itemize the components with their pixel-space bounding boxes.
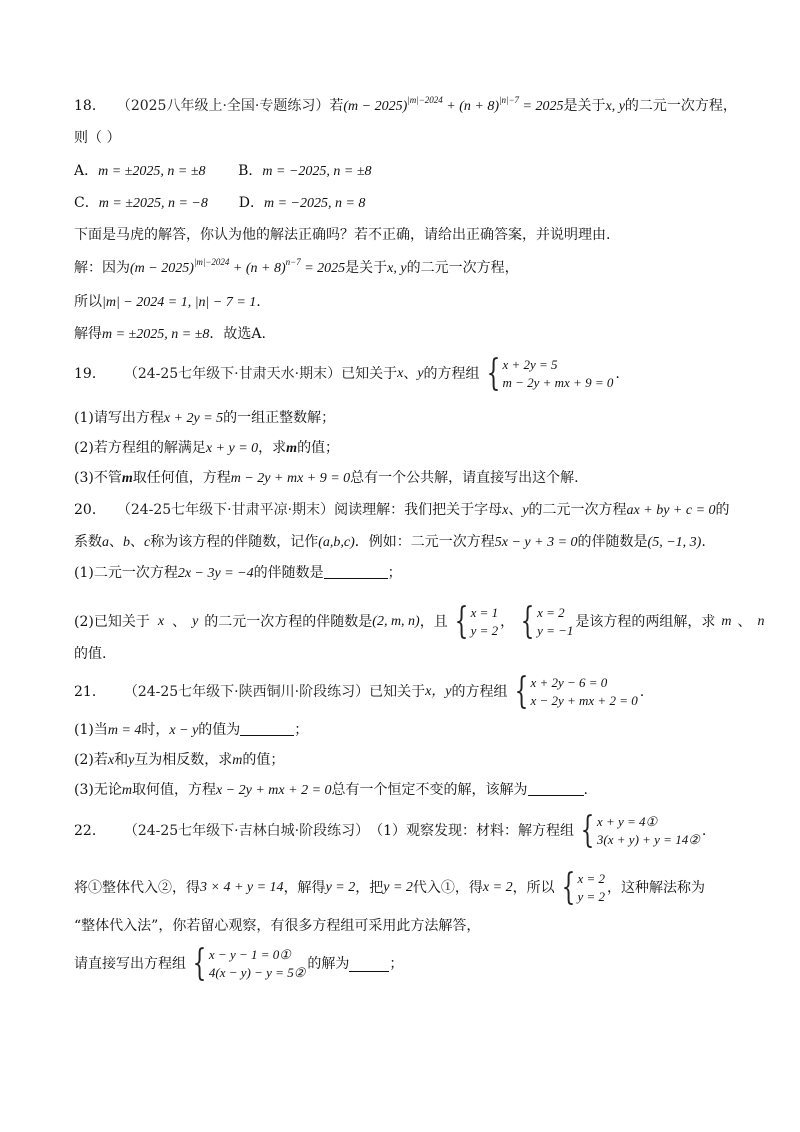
text: 的二元一次方程， [624,98,737,114]
q21-part1: (1)当m = 4时，x − y的值为 ； [74,722,309,738]
q18-stem-cont: 则（ ） [74,130,121,146]
question-source: （24-25七年级下·陕西铜川·阶段练习） [123,684,370,700]
option-a-label: A． [74,163,99,179]
q18-stem [74,96,740,117]
q22-explain-cont: “整体代入法”，你若留心观察，有很多方程组可采用此方法解答， [74,918,481,934]
question-source: （24-25七年级下·甘肃天水·期末） [123,366,342,382]
q22-part1: 请直接写出方程组 { x − y − 1 = 0① 4(x − y) − y = 5② 的解为 ； [74,943,404,984]
q19-stem: 19． （24-25七年级下·甘肃天水·期末） 已知关于 x 、 y 的方程组 { x + 2y = 5 m − 2y + mx + 9 = 0 . [74,353,620,394]
question-number: 19． [74,366,106,382]
option-d: m = −2025, n = 8 [263,196,366,211]
q20-stem: 20． （24-25七年级下·甘肃平凉·期末）阅读理解：我们把关于字母x、y的二元一次方程ax + by + c = 0的 [74,502,730,518]
q18-intro: 下面是马虎的解答，你认为他的解法正确吗？若不正确，请给出正确答案，并说明理由. [74,227,611,243]
q21-stem: 21． （24-25七年级下·陕西铜川·阶段练习） 已知关于 x，y 的方程组 { x + 2y − 6 = 0 x − 2y + mx + 2 = 0 . [74,671,645,712]
text: 若 [329,98,344,114]
answer-blank[interactable] [324,564,388,579]
q20-stem-cont: 系数a、b、c称为该方程的伴随数，记作(a,b,c)．例如：二元一次方程5x − y + 3 = 0的伴随数是(5, −1, 3). [74,534,706,550]
answer-blank[interactable] [528,781,584,796]
option-c: m = ±2025, n = −8 [98,196,208,211]
variable: x, y [605,99,625,114]
q19-part1: (1)请写出方程x + 2y = 5的一组正整数解； [74,410,336,426]
option-d-label: D． [238,195,264,211]
option-a: m = ±2025, n = ±8 [98,164,206,179]
equation-system: { x + 2y = 5 m − 2y + mx + 9 = 0 [486,353,614,394]
question-number: 21． [74,684,106,700]
equation-system: { x + y = 4① 3(x + y) + y = 14② [580,810,700,851]
q19-part2: (2)若方程组的解满足x + y = 0，求m的值； [74,440,340,456]
option-b: m = −2025, n = ±8 [262,164,372,179]
equation-system: { x − y − 1 = 0① 4(x − y) − y = 5② [192,943,306,984]
q21-part3: (3)无论m取何值，方程x − 2y + mx + 2 = 0总有一个恒定不变的解，该解为 . [74,782,588,798]
q22-explain: 将①整体代入②，得 3 × 4 + y = 14 ，解得 y = 2 ，把 y = 2 代入①，得 x = 2 ，所以 { x = 2 y = 2 ，这种解法称为 [74,867,706,908]
q18-solution: 解：因为$(m - 2025)^{|m|-2024} + (n + 8)^{n-7} = 2025$是关于x, y的二元一次方程， [74,257,519,276]
option-c-label: C． [74,195,99,211]
solution-system-1: { x = 1 y = 2 [454,601,499,642]
q19-part3: (3)不管m取任何值，方程m − 2y + mx + 9 = 0总有一个公共解，请直接写出这个解. [74,470,579,486]
equation-system: { x + 2y − 6 = 0 x − 2y + mx + 2 = 0 [514,671,638,712]
q20-part2: (2)已知关于 x 、 y 的二元一次方程的伴随数是 (2, m, n) ，且 { x = 1 y = 2 ， { x = 2 y = −1 是该方程的两组解，求 m 、 n [74,601,765,642]
option-b-label: B． [238,163,263,179]
answer-blank[interactable] [349,957,389,972]
q21-part2: (2)若x和y互为相反数，求m的值； [74,752,285,768]
q18-therefore: 所以|m| − 2024 = 1, |n| − 7 = 1. [74,294,261,310]
question-source: （24-25七年级下·吉林白城·阶段练习） [123,823,370,839]
question-number: 20． [74,502,106,518]
equation: $(m - 2025)^{|m|-2024} + (n + 8)^{|n|-7} = 2025$ [343,95,564,114]
q20-part1: (1)二元一次方程2x − 3y = −4的伴随数是 ； [74,565,402,581]
question-number: 22． [74,823,106,839]
q18-result: 解得m = ±2025, n = ±8．故选A. [74,326,266,342]
text: 是关于 [563,98,606,114]
q18-options-ab [74,161,740,182]
q20-part2-cont: 的值. [74,646,107,662]
question-source: （24-25七年级下·甘肃平凉·期末） [123,502,335,518]
q22-stem: 22． （24-25七年级下·吉林白城·阶段练习） （1）观察发现：材料：解方程组 { x + y = 4① 3(x + y) + y = 14② . [74,810,707,851]
solution-system-2: { x = 2 y = −1 [520,601,574,642]
answer-blank[interactable] [240,721,294,736]
equation: $(m - 2025)^{|m|-2024} + (n + 8)^{n-7} = 2025$ [130,257,346,276]
equation: |m| − 2024 = 1, |n| − 7 = 1 [102,295,257,310]
question-source: （2025八年级上·全国·专题练习） [123,98,330,114]
result-system: { x = 2 y = 2 [561,867,606,908]
q18-options-cd [74,193,740,214]
equation: m = ±2025, n = ±8 [102,327,210,342]
question-number: 18． [74,98,106,114]
